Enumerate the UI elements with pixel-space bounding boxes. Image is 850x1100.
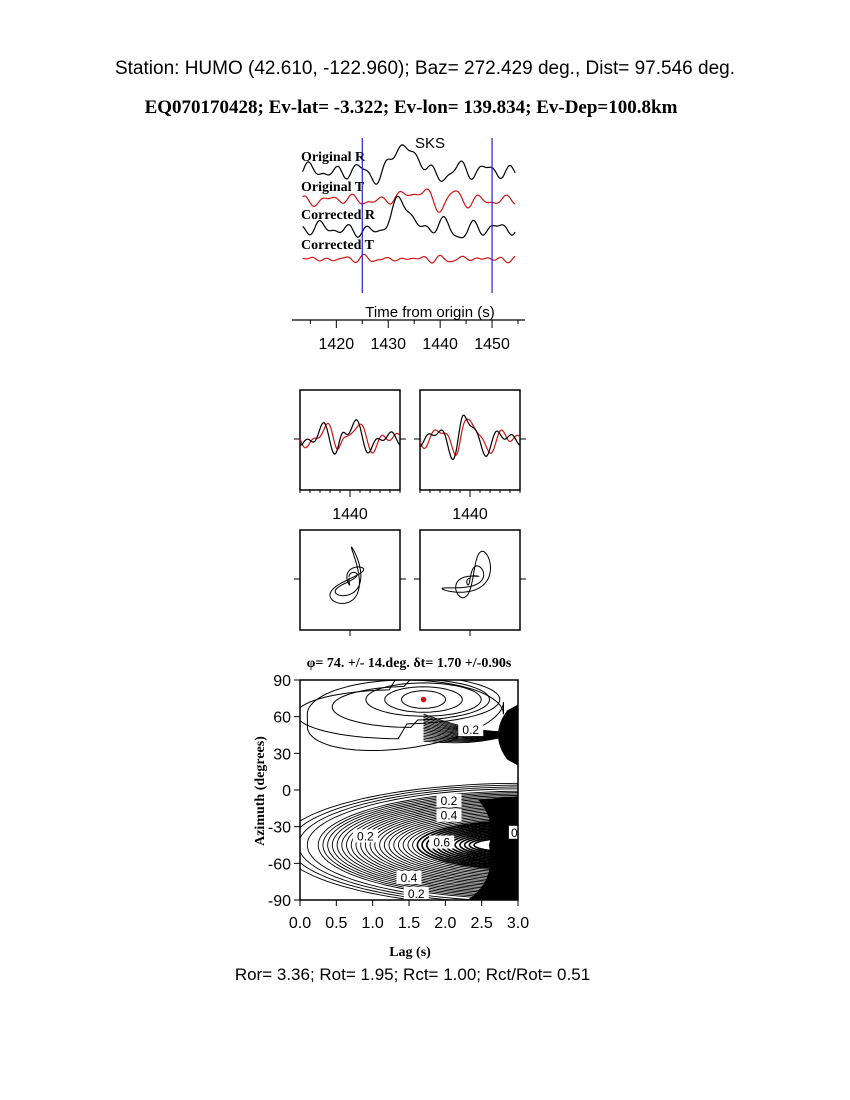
contour-value-label: 0.2	[440, 794, 458, 808]
particle-motion-frame	[300, 530, 400, 630]
energy-contour-panel	[253, 656, 529, 960]
lag-tick-label: 3.0	[506, 915, 530, 932]
lag-tick-label: 0.5	[325, 915, 348, 932]
trace-label-original-t: Original T	[301, 180, 365, 195]
contour-value-label: 0.2	[462, 723, 480, 738]
time-tick-label: 1450	[474, 336, 510, 353]
particle-motion-original	[294, 530, 406, 636]
azimuth-tick-label: 30	[273, 746, 291, 764]
contour-value-label: 0.4	[440, 808, 458, 823]
azimuth-tick-label: 90	[273, 673, 291, 690]
lag-tick-label: 1.0	[361, 915, 384, 932]
contour-value-label: 0.4	[400, 871, 418, 885]
particle-motion-path	[330, 547, 364, 603]
lag-tick-label: 0.0	[288, 915, 312, 932]
time-tick-label: 1420	[318, 336, 355, 353]
trace-label-corrected-t: Corrected T	[301, 238, 374, 253]
contour-value-label: 0.2	[357, 829, 374, 844]
trace-label-corrected-r: Corrected R	[301, 208, 375, 223]
overlay-tick-label: 1440	[452, 506, 488, 523]
overlay-frame	[420, 390, 520, 490]
event-info: EQ070170428; Ev-lat= -3.322; Ev-lon= 139.834; Ev-Dep=100.8km	[144, 97, 678, 118]
azimuth-tick-label: 0	[282, 783, 291, 800]
overlay-original	[294, 390, 406, 523]
azimuth-tick-label: 60	[273, 709, 291, 727]
best-fit-marker	[421, 697, 427, 703]
dense-contour-region	[498, 704, 518, 765]
lag-tick-label: 2.5	[470, 915, 493, 932]
overlay-corrected	[414, 390, 526, 523]
transverse-overlay-trace	[300, 423, 400, 453]
waveform-overlay-panels	[294, 390, 526, 523]
azimuth-axis-label: Azimuth (degrees)	[253, 736, 268, 846]
energy-ratio-summary: Ror= 3.36; Rot= 1.95; Rct= 1.00; Rct/Rot= 0.51	[234, 965, 591, 984]
particle-motion-path	[442, 551, 490, 597]
contour-value-label: 0	[511, 825, 518, 840]
particle-motion-corrected	[414, 530, 526, 636]
energy-contour	[332, 679, 489, 727]
contour-value-label: 0.6	[433, 835, 451, 850]
radial-overlay-trace	[420, 415, 520, 459]
azimuth-tick-label: -90	[267, 893, 291, 910]
lag-axis-label: Lag (s)	[389, 945, 431, 960]
sks-phase-label: SKS	[415, 135, 446, 152]
time-tick-label: 1430	[370, 336, 407, 353]
particle-motion-panels	[294, 530, 526, 636]
seismogram-panel	[292, 135, 525, 353]
lag-tick-label: 1.5	[397, 915, 421, 932]
azimuth-tick-label: -30	[267, 819, 291, 837]
lag-tick-label: 2.0	[434, 915, 457, 932]
trace-corrected-t	[303, 254, 515, 263]
splitting-result-title: φ= 74. +/- 14.deg. δt= 1.70 +/-0.90s	[306, 656, 512, 671]
trace-label-original-r: Original R	[301, 150, 366, 165]
time-tick-label: 1440	[422, 336, 458, 353]
station-info: Station: HUMO (42.610, -122.960); Baz= 272.429 deg., Dist= 97.546 deg.	[114, 58, 735, 79]
overlay-tick-label: 1440	[332, 506, 368, 523]
contour-value-label: 0.2	[407, 886, 425, 901]
azimuth-tick-label: -60	[267, 856, 291, 874]
time-axis-label: Time from origin (s)	[365, 304, 495, 321]
